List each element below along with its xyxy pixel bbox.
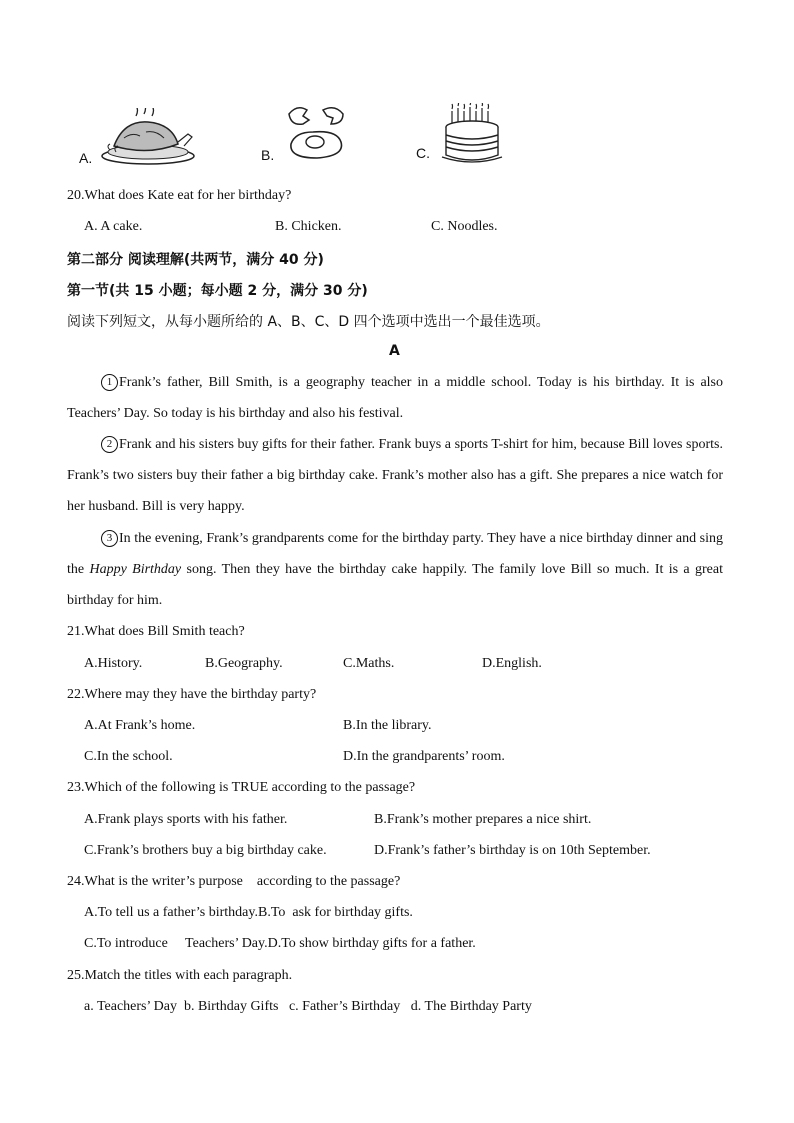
passage-label: A <box>389 343 400 359</box>
q20-option-b: B. Chicken. <box>275 219 342 234</box>
q21-option-c: C.Maths. <box>343 656 395 671</box>
question-22: 22.Where may they have the birthday party? <box>67 687 317 702</box>
q22-option-b: B.In the library. <box>343 718 432 733</box>
sub-title: 第一节(共 15 小题；每小题 2 分，满分 30 分) <box>67 283 368 299</box>
q23-option-b: B.Frank’s mother prepares a nice shirt. <box>374 812 592 827</box>
q20-option-a: A. A cake. <box>84 219 143 234</box>
q20-option-c: C. Noodles. <box>431 219 498 234</box>
song-title: Happy Birthday <box>89 562 182 577</box>
q22-option-d: D.In the grandparents’ room. <box>343 749 505 764</box>
paragraph-2-text: Frank and his sisters buy gifts for their father. Frank buys a sports T-shirt for him, because Bill loves sports. Frank’s two sisters buy their father a big birthday cake. Frank’s mother also has a gift. She prepares a nice watch for her husband. Bill is very happy. <box>67 437 723 514</box>
paragraph-3-text-b: song. Then they have the birthday cake happily. The family love Bill so much. It is a great birthday for him. <box>67 562 723 608</box>
part-title: 第二部分 阅读理解(共两节，满分 40 分) <box>67 252 324 268</box>
q25-titles: a. Teachers’ Day b. Birthday Gifts c. Father’s Birthday d. The Birthday Party <box>84 999 532 1014</box>
q23-option-d: D.Frank’s father’s birthday is on 10th September. <box>374 843 651 858</box>
q24-options-line-1: A.To tell us a father’s birthday.B.To ask for birthday gifts. <box>84 905 413 920</box>
fried-egg-icon <box>283 104 349 164</box>
paragraph-1 <box>67 367 723 429</box>
picture-label-b: B. <box>261 147 275 163</box>
paragraph-1-number: 1 <box>101 374 118 391</box>
instruction: 阅读下列短文，从每小题所给的 A、B、C、D 四个选项中选出一个最佳选项。 <box>67 314 550 330</box>
paragraph-1-text: Frank’s father, Bill Smith, is a geography teacher in a middle school. Today is his birthday. It is also Teachers’ Day. So today is his birthday and also his festival. <box>67 375 723 421</box>
q24-options-line-2: C.To introduce Teachers’ Day.D.To show birthday gifts for a father. <box>84 936 476 951</box>
question-24: 24.What is the writer’s purpose according to the passage? <box>67 874 401 889</box>
paragraph-2 <box>67 429 723 522</box>
question-21: 21.What does Bill Smith teach? <box>67 624 245 639</box>
q23-option-c: C.Frank’s brothers buy a big birthday cake. <box>84 843 327 858</box>
paragraph-3-text-a: In the evening, Frank’s grandparents come for the birthday party. They have a nice birthday dinner and sing the <box>67 531 723 577</box>
q22-option-c: C.In the school. <box>84 749 173 764</box>
question-20: 20.What does Kate eat for her birthday? <box>67 188 292 203</box>
paragraph-3 <box>67 523 723 616</box>
question-23: 23.Which of the following is TRUE according to the passage? <box>67 780 416 795</box>
q21-option-a: A.History. <box>84 656 143 671</box>
q21-option-d: D.English. <box>482 656 542 671</box>
question-25: 25.Match the titles with each paragraph. <box>67 968 293 983</box>
paragraph-2-number: 2 <box>101 436 118 453</box>
birthday-cake-icon <box>440 103 504 165</box>
paragraph-3-number: 3 <box>101 530 118 547</box>
roast-chicken-icon <box>96 108 196 168</box>
q23-option-a: A.Frank plays sports with his father. <box>84 812 288 827</box>
picture-label-a: A. <box>79 150 93 166</box>
q22-option-a: A.At Frank’s home. <box>84 718 196 733</box>
picture-label-c: C. <box>416 145 430 161</box>
q21-option-b: B.Geography. <box>205 656 283 671</box>
